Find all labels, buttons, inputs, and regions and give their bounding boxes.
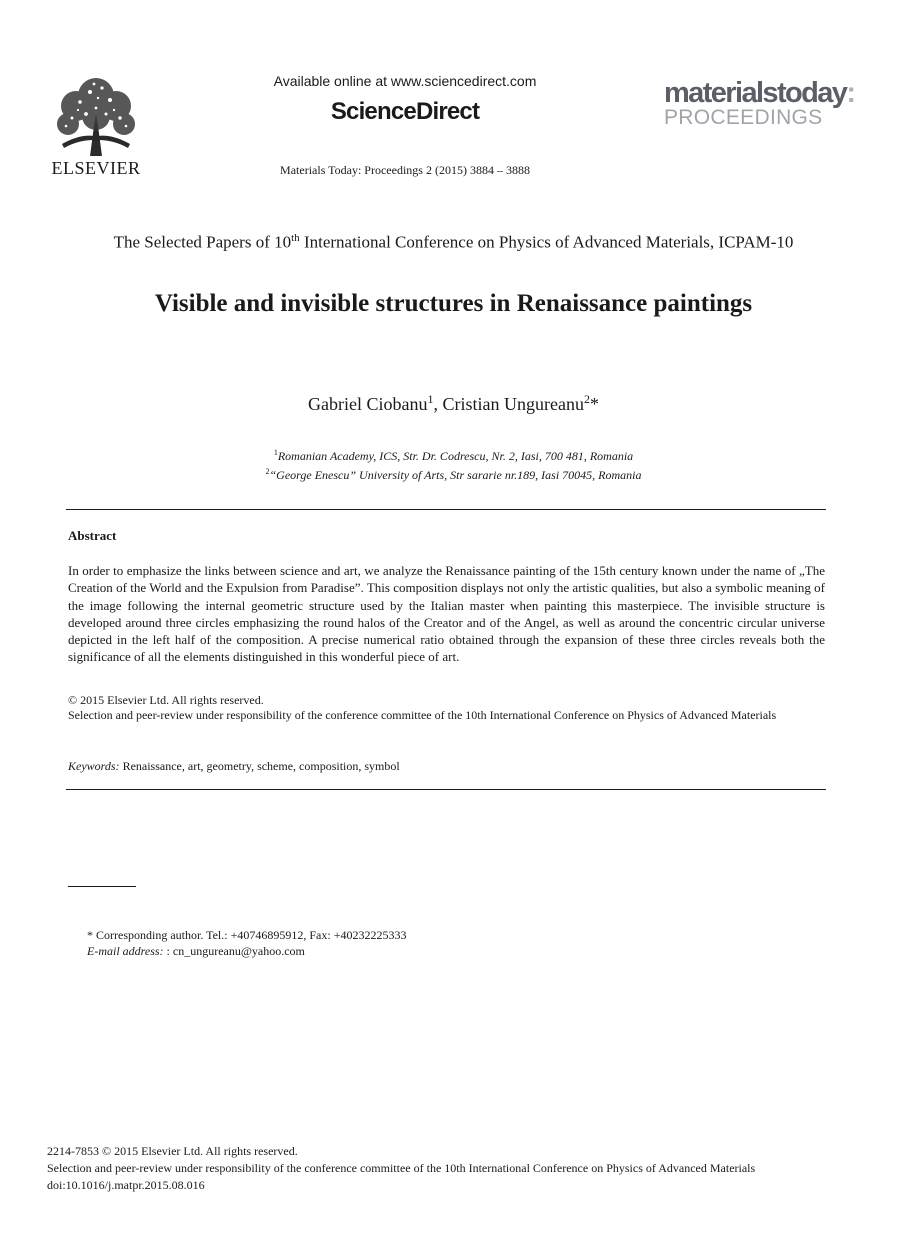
corresponding-author-note: * Corresponding author. Tel.: +40746895912, Fax: +40232225333 — [87, 928, 407, 942]
affiliation-text: Romanian Academy, ICS, Str. Dr. Codrescu, Nr. 2, Iasi, 700 481, Romania — [277, 449, 634, 463]
email-address[interactable]: : cn_ungureanu@yahoo.com — [163, 943, 305, 958]
copyright-line: © 2015 Elsevier Ltd. All rights reserved. — [68, 693, 264, 707]
mt-logo-colon: : — [846, 77, 855, 109]
author-list — [60, 392, 847, 415]
footnote — [87, 928, 787, 959]
elsevier-wordmark: ELSEVIER — [51, 158, 141, 178]
conference-suffix: International Conference on Physics of Advanced Materials, ICPAM-10 — [299, 232, 794, 252]
email-label: E-mail address: — [87, 943, 164, 958]
affiliations — [60, 445, 847, 483]
affiliation-text: “George Enescu” University of Arts, Str sararie nr.189, Iasi 70045, Romania — [269, 468, 642, 482]
selection-line: Selection and peer-review under responsibility of the conference committee of the 10th International Conference on Physics of Advanced Materials — [47, 1161, 756, 1175]
abstract-body: In order to emphasize the links between science and art, we analyze the Renaissance painting of the 15th century known under the name of „The Creation of the World and the Expulsion from Paradise”. This composition displays not only the artistic qualities, but also a symbolic meaning of the image following the internal geometric structure used by the Italian master when painting this masterpiece. The invisible structure is developed around three circles emphasizing the round halos of the Creator and of the Angel, as well as around the concentric circular universe depicted in the left half of the composition. A precise numerical ratio obtained through the expansion of these three circles reveals both the significance of all the elements distinguished in this wonderful piece of art. — [68, 563, 825, 665]
abstract-heading: Abstract — [68, 528, 117, 543]
publication-info — [47, 1143, 867, 1194]
sciencedirect-logo: ScienceDirect — [330, 98, 480, 125]
materials-today-logo — [664, 78, 864, 128]
keywords-label: Keywords: — [68, 759, 120, 773]
mt-logo-sub: PROCEEDINGS — [664, 106, 823, 129]
conference-line — [60, 228, 847, 253]
author-name: Gabriel Ciobanu — [308, 394, 428, 414]
peer-review-line: Selection and peer-review under responsibility of the conference committee of the 10th International Conference on Physics of Advanced Materials — [68, 708, 777, 722]
elsevier-logo — [50, 74, 142, 178]
corresponding-marker: * — [589, 394, 599, 414]
author-affil-marker: 2 — [583, 392, 590, 406]
author-name: Cristian Ungureanu — [442, 394, 584, 414]
affiliation-line — [60, 445, 847, 464]
divider — [66, 509, 826, 510]
keywords-text: Renaissance, art, geometry, scheme, composition, symbol — [119, 759, 400, 773]
paper-title: Visible and invisible structures in Renaissance paintings — [154, 290, 753, 317]
doi-line[interactable]: doi:10.1016/j.matpr.2015.08.016 — [47, 1178, 205, 1192]
divider — [66, 789, 826, 790]
keywords — [68, 759, 825, 774]
footnote-rule — [68, 886, 136, 887]
conference-prefix: The Selected Papers of 10 — [113, 232, 292, 252]
affiliation-marker: 2 — [265, 467, 270, 476]
abstract-copyright — [68, 693, 825, 723]
issn-line: 2214-7853 © 2015 Elsevier Ltd. All rights reserved. — [47, 1144, 298, 1158]
elsevier-tree-icon — [50, 74, 142, 156]
author-affil-marker: 1 — [427, 392, 434, 406]
affiliation-line — [60, 464, 847, 483]
email-note — [87, 944, 787, 960]
author-separator: , — [433, 394, 443, 414]
affiliation-marker: 1 — [273, 448, 278, 457]
conference-sup: th — [291, 232, 300, 244]
mt-logo-main: materialstoday — [664, 77, 847, 109]
journal-citation: Materials Today: Proceedings 2 (2015) 3884 – 3888 — [280, 163, 530, 177]
available-online-text: Available online at www.sciencedirect.com — [273, 73, 537, 89]
